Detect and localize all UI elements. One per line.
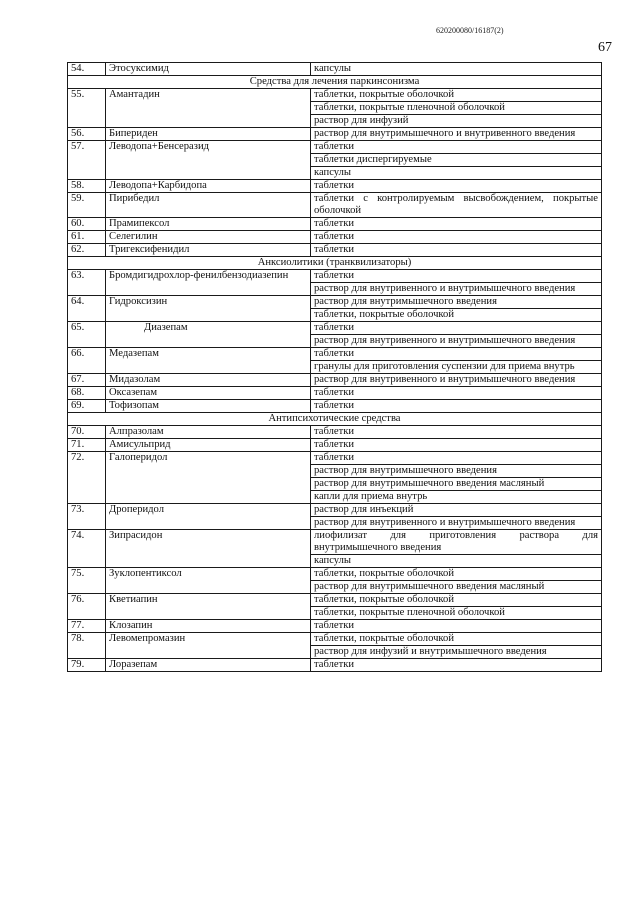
drug-number: 54. [68,63,106,76]
table-row [68,633,602,646]
dosage-form: таблетки [311,141,602,154]
section-title: Анксиолитики (транквилизаторы) [68,257,602,270]
dosage-form: таблетки [311,659,602,672]
document-number: 620200080/16187(2) [436,26,504,35]
dosage-form: раствор для внутримышечного введения масляный [311,581,602,594]
drug-name: Гидроксизин [106,296,311,322]
table-row [68,193,602,218]
drug-number: 60. [68,218,106,231]
dosage-form: таблетки, покрытые оболочкой [311,594,602,607]
drug-name: Клозапин [106,620,311,633]
table-row [68,568,602,581]
drug-number: 59. [68,193,106,218]
table-row [68,244,602,257]
table-row [68,180,602,193]
drug-name: Амантадин [106,89,311,128]
dosage-form: раствор для внутримышечного введения [311,465,602,478]
drug-number: 57. [68,141,106,180]
drug-name: Селегилин [106,231,311,244]
dosage-form: капли для приема внутрь [311,491,602,504]
drug-name: Галоперидол [106,452,311,504]
dosage-form: раствор для внутривенного и внутримышечного введения [311,335,602,348]
table-row [68,218,602,231]
drug-number: 78. [68,633,106,659]
table-row [68,141,602,154]
drug-number: 67. [68,374,106,387]
drug-number: 70. [68,426,106,439]
dosage-form: таблетки [311,322,602,335]
drug-number: 73. [68,504,106,530]
table-row [68,348,602,361]
dosage-form: капсулы [311,555,602,568]
drug-number: 76. [68,594,106,620]
dosage-form: таблетки, покрытые оболочкой [311,89,602,102]
dosage-form: лиофилизат для приготовления раствора для внутримышечного введения [311,530,602,555]
drug-name: Леводопа+Бенсеразид [106,141,311,180]
drug-name: Тригексифенидил [106,244,311,257]
table-row [68,89,602,102]
dosage-form: таблетки с контролируемым высвобождением, покрытые оболочкой [311,193,602,218]
table-row [68,620,602,633]
drug-number: 77. [68,620,106,633]
dosage-form: таблетки [311,180,602,193]
table-row [68,426,602,439]
table-row [68,452,602,465]
drug-name: Прамипексол [106,218,311,231]
dosage-form: таблетки [311,620,602,633]
table-row [68,400,602,413]
drug-name: Диазепам [106,322,311,348]
medication-table-body [68,63,602,672]
drug-name: Леводопа+Карбидопа [106,180,311,193]
table-row [68,128,602,141]
drug-number: 55. [68,89,106,128]
dosage-form: раствор для инфузий [311,115,602,128]
drug-name: Лоразепам [106,659,311,672]
table-row [68,270,602,283]
table-row [68,387,602,400]
drug-name: Тофизопам [106,400,311,413]
drug-number: 63. [68,270,106,296]
drug-number: 68. [68,387,106,400]
drug-number: 61. [68,231,106,244]
dosage-form: таблетки [311,426,602,439]
drug-number: 75. [68,568,106,594]
section-header-row [68,413,602,426]
dosage-form: раствор для инъекций [311,504,602,517]
dosage-form: таблетки [311,231,602,244]
page-number: 67 [598,40,612,55]
drug-number: 71. [68,439,106,452]
dosage-form: таблетки, покрытые оболочкой [311,633,602,646]
drug-name: Алпразолам [106,426,311,439]
drug-number: 74. [68,530,106,568]
dosage-form: раствор для внутримышечного введения масляный [311,478,602,491]
dosage-form: раствор для инфузий и внутримышечного введения [311,646,602,659]
drug-number: 56. [68,128,106,141]
dosage-form: таблетки [311,244,602,257]
table-row [68,439,602,452]
drug-number: 64. [68,296,106,322]
table-row [68,322,602,335]
dosage-form: раствор для внутривенного и внутримышечного введения [311,517,602,530]
drug-name: Левомепромазин [106,633,311,659]
dosage-form: капсулы [311,63,602,76]
dosage-form: таблетки диспергируемые [311,154,602,167]
drug-number: 65. [68,322,106,348]
drug-name: Кветиапин [106,594,311,620]
dosage-form: таблетки [311,439,602,452]
table-row [68,504,602,517]
section-title: Антипсихотические средства [68,413,602,426]
drug-name: Дроперидол [106,504,311,530]
table-row [68,594,602,607]
drug-name: Оксазепам [106,387,311,400]
drug-number: 66. [68,348,106,374]
dosage-form: таблетки [311,387,602,400]
dosage-form: таблетки [311,452,602,465]
dosage-form: таблетки [311,270,602,283]
drug-name: Зуклопентиксол [106,568,311,594]
drug-name: Пирибедил [106,193,311,218]
table-row [68,530,602,555]
table-row [68,374,602,387]
drug-name: Этосуксимид [106,63,311,76]
section-header-row [68,257,602,270]
drug-name: Бромдигидрохлор-фенилбензодиазепин [106,270,311,296]
drug-name: Амисульприд [106,439,311,452]
medication-table [67,62,602,672]
dosage-form: гранулы для приготовления суспензии для приема внутрь [311,361,602,374]
dosage-form: капсулы [311,167,602,180]
dosage-form: таблетки [311,400,602,413]
table-row [68,296,602,309]
drug-name: Мидазолам [106,374,311,387]
dosage-form: таблетки, покрытые пленочной оболочкой [311,607,602,620]
drug-name: Зипрасидон [106,530,311,568]
drug-number: 69. [68,400,106,413]
drug-number: 58. [68,180,106,193]
dosage-form: раствор для внутривенного и внутримышечного введения [311,374,602,387]
dosage-form: таблетки [311,348,602,361]
drug-number: 62. [68,244,106,257]
table-row [68,63,602,76]
drug-number: 72. [68,452,106,504]
drug-name: Медазепам [106,348,311,374]
table-row [68,231,602,244]
dosage-form: таблетки, покрытые пленочной оболочкой [311,102,602,115]
section-header-row [68,76,602,89]
dosage-form: таблетки, покрытые оболочкой [311,309,602,322]
dosage-form: таблетки [311,218,602,231]
table-row [68,659,602,672]
drug-name: Бипериден [106,128,311,141]
drug-number: 79. [68,659,106,672]
dosage-form: раствор для внутривенного и внутримышечного введения [311,283,602,296]
dosage-form: раствор для внутримышечного и внутривенного введения [311,128,602,141]
section-title: Средства для лечения паркинсонизма [68,76,602,89]
dosage-form: раствор для внутримышечного введения [311,296,602,309]
dosage-form: таблетки, покрытые оболочкой [311,568,602,581]
